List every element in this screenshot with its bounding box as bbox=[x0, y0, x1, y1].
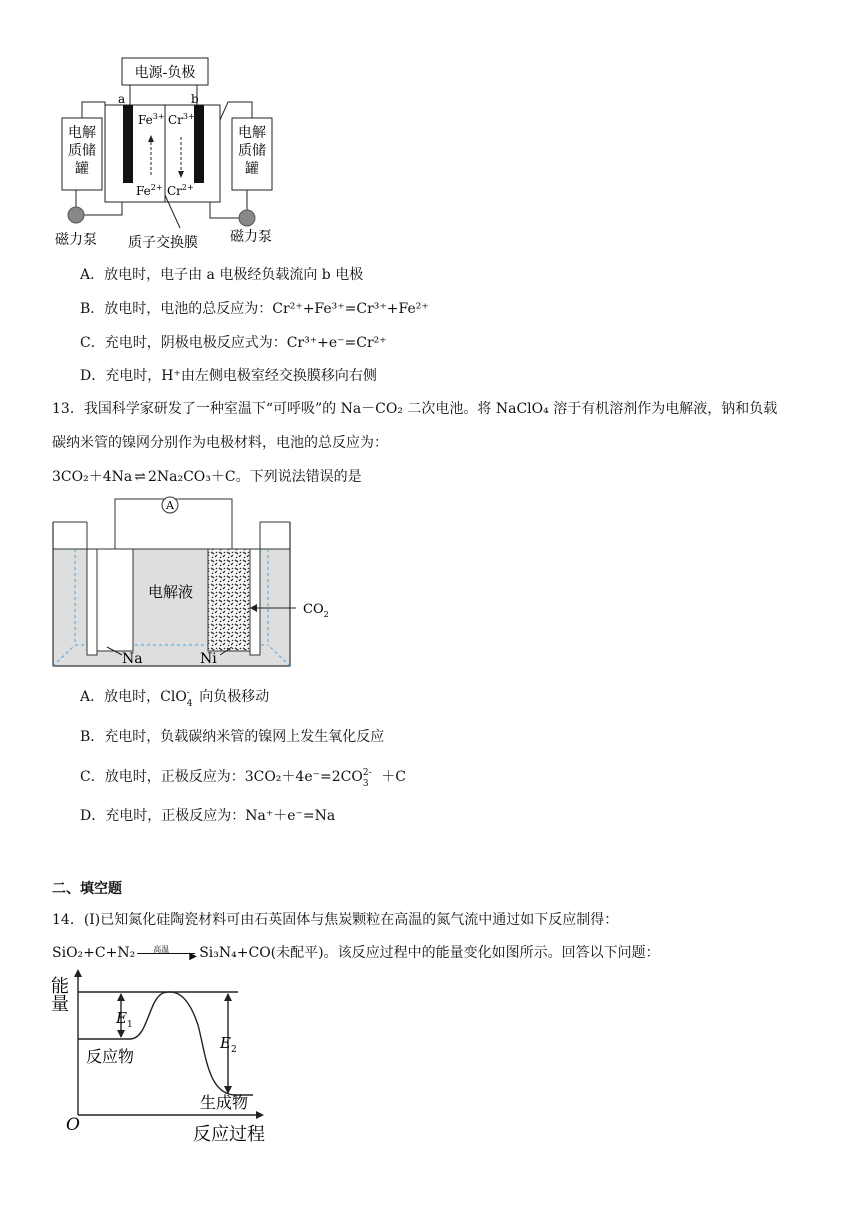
left-pump-label: 磁力泵 bbox=[55, 232, 97, 248]
na-electrode-label: Na bbox=[122, 651, 143, 667]
q12-option-b: B．放电时，电池的总反应为：Cr²⁺+Fe³⁺=Cr³⁺+Fe²⁺ bbox=[80, 301, 429, 317]
q13-stem-line-3: 3CO₂＋4Na ⇌ 2Na₂CO₃＋C。下列说法错误的是 bbox=[52, 469, 362, 485]
flow-battery-diagram bbox=[50, 55, 290, 250]
cr2-ion-label: $Cr^{2+}$ bbox=[167, 183, 194, 198]
q13-stem-line-2: 碳纳米管的镍网分别作为电极材料，电池的总反应为： bbox=[52, 435, 388, 451]
q13-option-b: B．充电时，负载碳纳米管的镍网上发生氧化反应 bbox=[80, 729, 385, 745]
electrolyte-label: 电解液 bbox=[148, 583, 194, 601]
q13-stem-line-1: 13．我国科学家研发了一种室温下“可呼吸”的 Na－CO₂ 二次电池。将 NaClO₄ 溶于有机溶剂作为电解液，钠和负载 bbox=[52, 401, 778, 417]
left-tank-label-3: 罐 bbox=[75, 161, 89, 177]
reaction-progress-label: 反应过程 bbox=[193, 1124, 265, 1145]
membrane-label: 质子交换膜 bbox=[128, 235, 198, 250]
product-label: 生成物 bbox=[200, 1093, 249, 1112]
left-tank-label-2: 质储 bbox=[68, 143, 96, 159]
energy-profile-diagram bbox=[48, 965, 278, 1150]
right-tank-label-2: 质储 bbox=[238, 143, 266, 159]
high-temp-arrow-icon: 高温 ▶ bbox=[135, 944, 199, 962]
fe2-ion-label: $Fe^{2+}$ bbox=[136, 183, 163, 198]
reactant-label: 反应物 bbox=[86, 1047, 135, 1066]
q14-stem-line-1: 14．(Ⅰ)已知氮化硅陶瓷材料可由石英固体与焦炭颗粒在高温的氮气流中通过如下反应制得： bbox=[52, 912, 619, 928]
ni-electrode-label: Ni bbox=[200, 651, 217, 667]
origin-label: O bbox=[66, 1115, 80, 1135]
q12-option-a: A．放电时，电子由 a 电极经负载流向 b 电极 bbox=[80, 267, 364, 283]
section-title: 二、填空题 bbox=[52, 881, 122, 897]
q12-option-c: C．充电时，阴极电极反应式为：Cr³⁺+e⁻=Cr²⁺ bbox=[80, 335, 387, 351]
q14-stem-line-2: SiO₂+C+N₂ 高温 ▶ Si₃N₄+CO(未配平)。该反应过程中的能量变化如图所示。回答以下问题： bbox=[52, 945, 660, 962]
q13-option-a: A．放电时，ClO - 4 向负极移动 bbox=[80, 688, 270, 709]
q13-option-d: D．充电时，正极反应为：Na⁺＋e⁻=Na bbox=[80, 808, 336, 824]
q13-option-c: C．放电时，正极反应为：3CO₂＋4e⁻=2CO 2- 3 ＋C bbox=[80, 768, 407, 789]
e2-label: $E_2$ bbox=[220, 1034, 237, 1055]
e1-label: $E_1$ bbox=[116, 1009, 133, 1030]
q12-option-d: D．充电时，H⁺由左侧电极室经交换膜移向右侧 bbox=[80, 368, 377, 384]
fe3-ion-label: $Fe^{3+}$ bbox=[138, 112, 165, 127]
terminal-a-label: a bbox=[118, 92, 126, 106]
energy-axis-label-2: 量 bbox=[51, 994, 69, 1015]
co2-label: $CO_2$ bbox=[303, 602, 329, 619]
energy-axis-label-1: 能 bbox=[51, 976, 69, 997]
cr3-ion-label: $Cr^{3+}$ bbox=[168, 112, 195, 127]
left-tank-label-1: 电解 bbox=[68, 125, 96, 141]
power-source-label: 电源-负极 bbox=[134, 65, 196, 81]
right-tank-label-3: 罐 bbox=[245, 161, 259, 177]
reversible-arrow-icon: ⇌ bbox=[134, 469, 146, 485]
ammeter-icon: A bbox=[166, 499, 174, 512]
right-tank-label-1: 电解 bbox=[238, 125, 266, 141]
right-pump-label: 磁力泵 bbox=[230, 229, 272, 245]
na-co2-battery-diagram bbox=[50, 495, 340, 670]
terminal-b-label: b bbox=[191, 92, 199, 106]
